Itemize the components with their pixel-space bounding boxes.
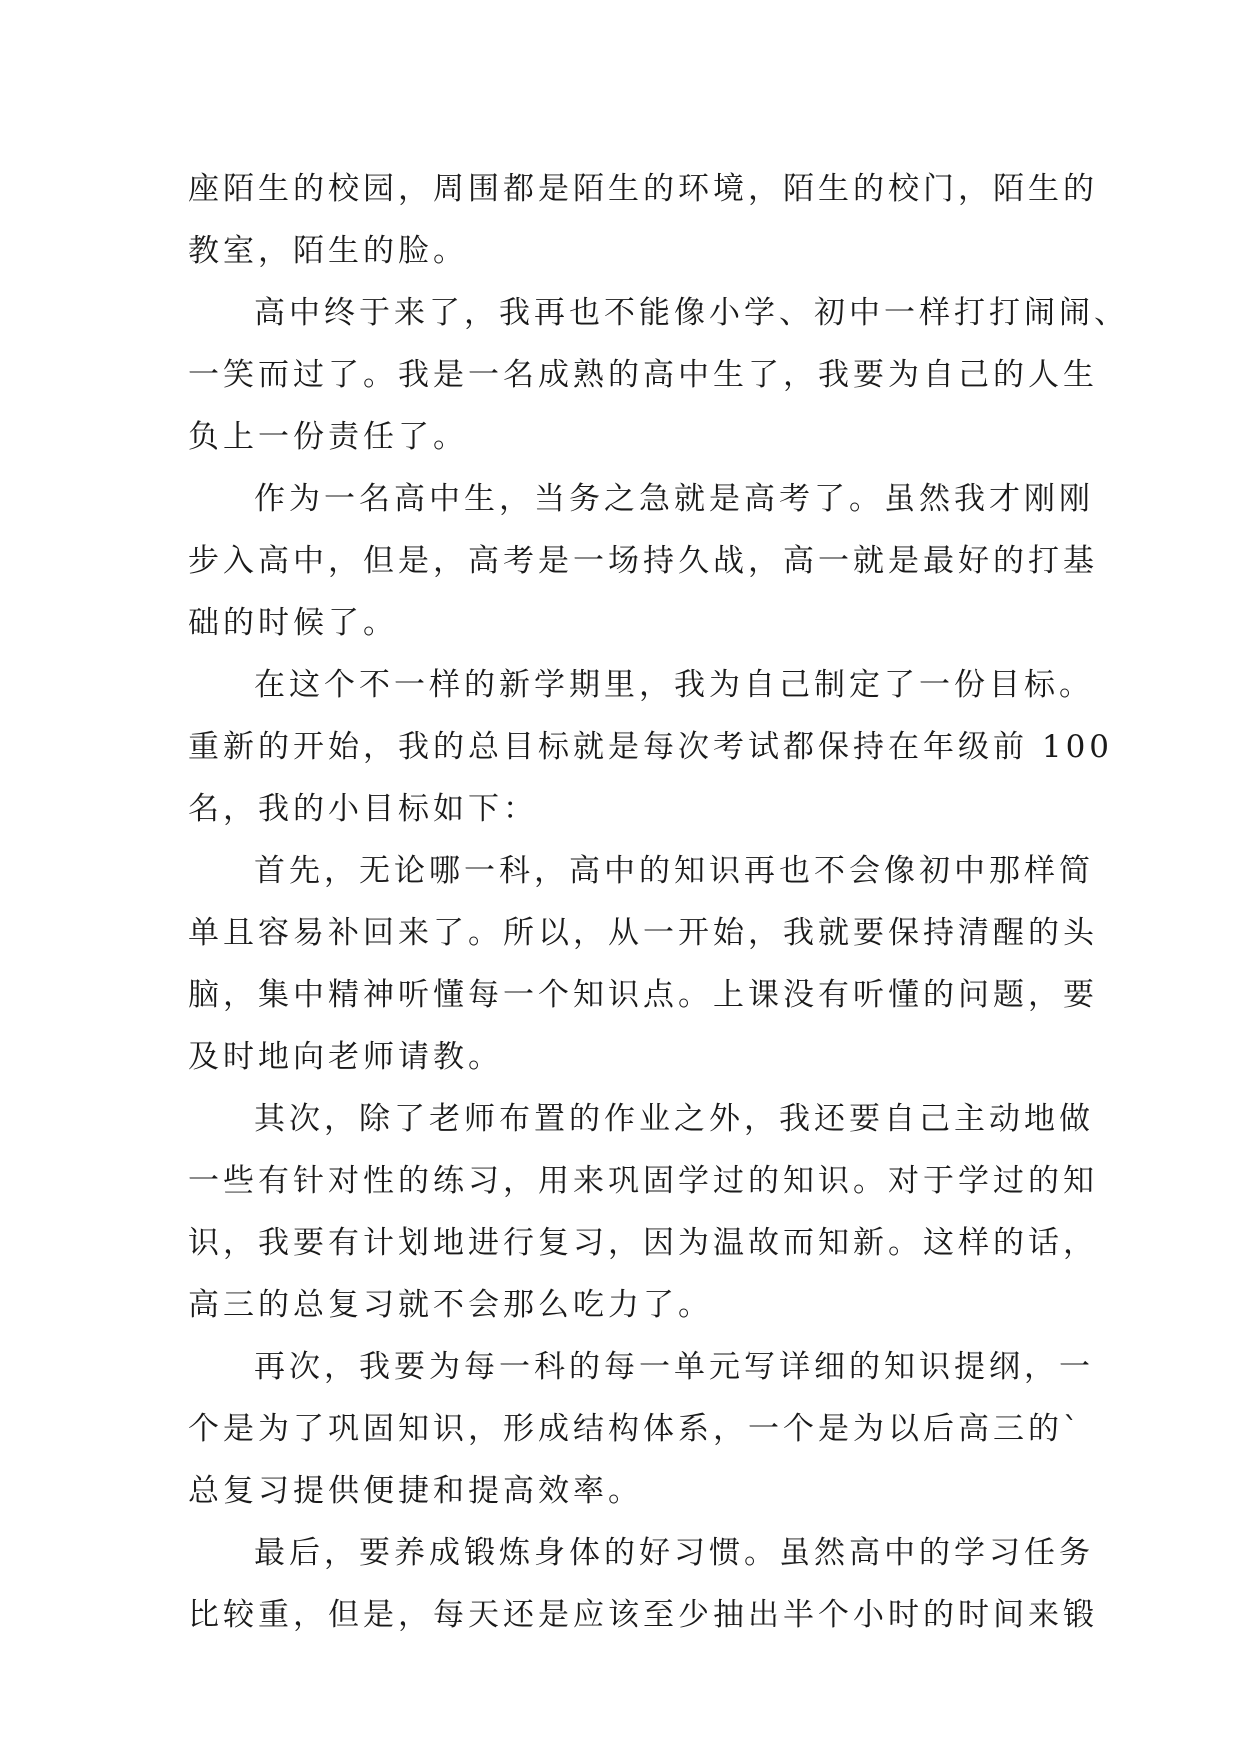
text-line: 一些有针对性的练习，用来巩固学过的知识。对于学过的知 bbox=[188, 1163, 1098, 1199]
paragraph-start-line: 其次，除了老师布置的作业之外，我还要自己主动地做 bbox=[254, 1101, 1094, 1137]
text-line: 脑，集中精神听懂每一个知识点。上课没有听懂的问题，要 bbox=[188, 977, 1098, 1013]
text-line: 高三的总复习就不会那么吃力了。 bbox=[188, 1287, 713, 1323]
paragraph-start-line: 在这个不一样的新学期里，我为自己制定了一份目标。 bbox=[254, 667, 1094, 703]
body-text bbox=[188, 158, 1129, 1646]
text-line: 步入高中，但是，高考是一场持久战，高一就是最好的打基 bbox=[188, 543, 1098, 579]
text-line: 座陌生的校园，周围都是陌生的环境，陌生的校门，陌生的 bbox=[188, 171, 1098, 207]
paragraph-start-line: 高中终于来了，我再也不能像小学、初中一样打打闹闹、 bbox=[254, 295, 1129, 331]
text-line: 一笑而过了。我是一名成熟的高中生了，我要为自己的人生 bbox=[188, 357, 1098, 393]
text-line: 单且容易补回来了。所以，从一开始，我就要保持清醒的头 bbox=[188, 915, 1098, 951]
text-line: 及时地向老师请教。 bbox=[188, 1039, 503, 1075]
paragraph-start-line: 再次，我要为每一科的每一单元写详细的知识提纲，一 bbox=[254, 1349, 1094, 1385]
text-line: 重新的开始，我的总目标就是每次考试都保持在年级前 100 bbox=[188, 729, 1114, 765]
text-line: 识，我要有计划地进行复习，因为温故而知新。这样的话， bbox=[188, 1225, 1098, 1261]
text-line: 总复习提供便捷和提高效率。 bbox=[188, 1473, 643, 1509]
text-line: 比较重，但是，每天还是应该至少抽出半个小时的时间来锻 bbox=[188, 1597, 1098, 1633]
paragraph-start-line: 作为一名高中生，当务之急就是高考了。虽然我才刚刚 bbox=[254, 481, 1094, 517]
text-line: 名，我的小目标如下： bbox=[188, 791, 538, 827]
text-line: 个是为了巩固知识，形成结构体系，一个是为以后高三的` bbox=[188, 1411, 1083, 1447]
text-line: 教室，陌生的脸。 bbox=[188, 233, 468, 269]
paragraph-start-line: 最后，要养成锻炼身体的好习惯。虽然高中的学习任务 bbox=[254, 1535, 1094, 1571]
text-line: 础的时候了。 bbox=[188, 605, 398, 641]
text-line: 负上一份责任了。 bbox=[188, 419, 468, 455]
paragraph-start-line: 首先，无论哪一科，高中的知识再也不会像初中那样简 bbox=[254, 853, 1094, 889]
